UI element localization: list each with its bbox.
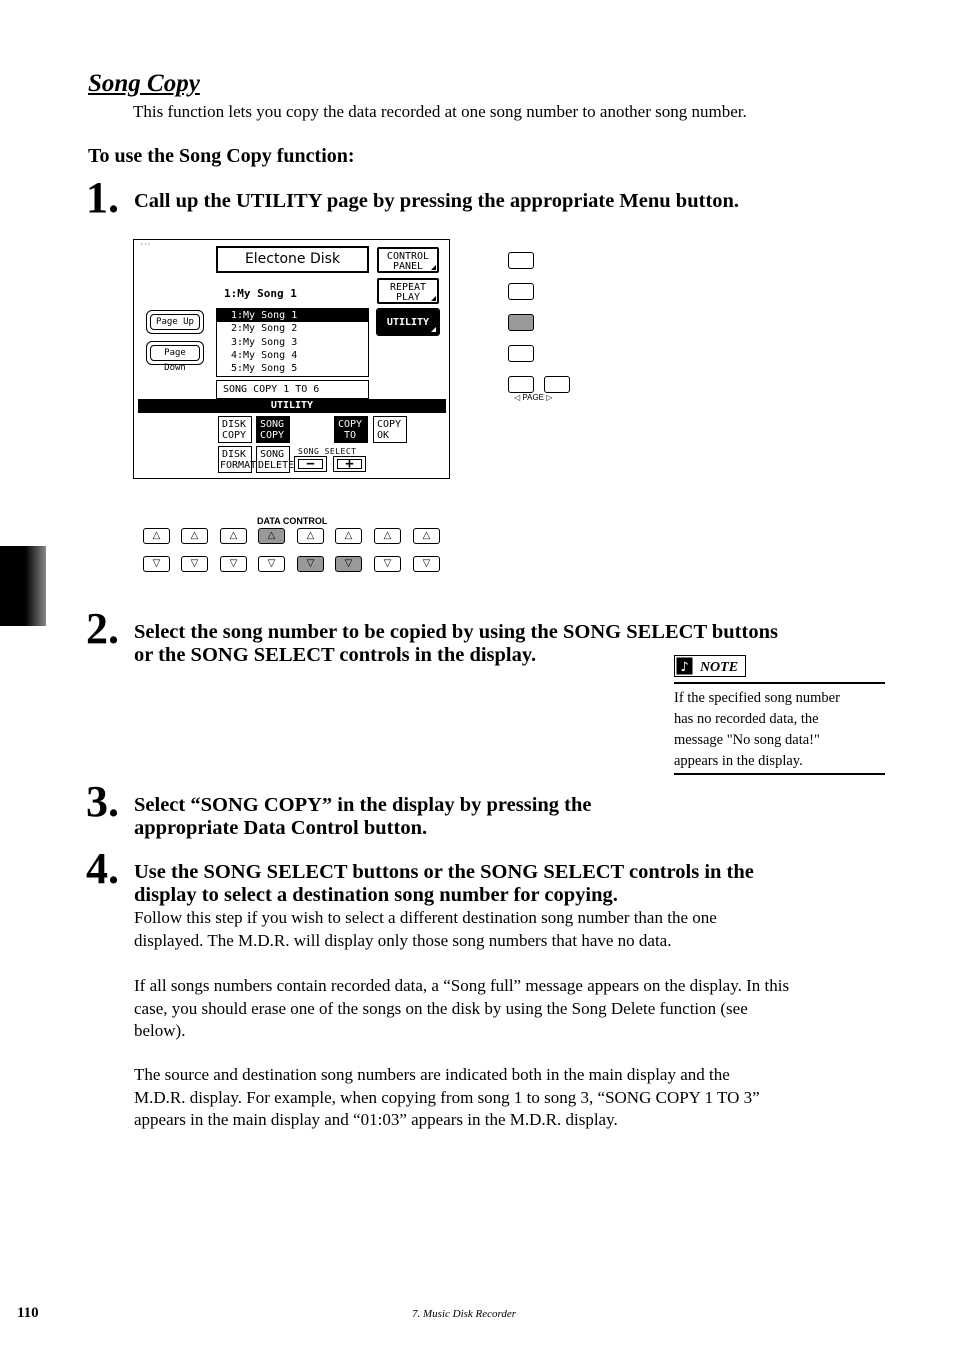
button-label: PLAY — [395, 292, 421, 303]
menu-button[interactable] — [508, 252, 534, 269]
song-list-item[interactable]: 4:My Song 4 — [231, 349, 298, 361]
song-select-plus-button[interactable] — [333, 456, 366, 472]
page-back-button[interactable] — [508, 376, 534, 393]
down-arrow-icon: ▽ — [344, 558, 353, 569]
control-panel-button[interactable] — [377, 247, 439, 273]
utility-button[interactable] — [377, 309, 439, 335]
paragraph-line: displayed. The M.D.R. will display only those song numbers that have no data. — [134, 930, 672, 950]
paragraph-line: M.D.R. display. For example, when copying from song 1 to song 3, “SONG COPY 1 TO 3” — [134, 1087, 760, 1107]
corner-arrow-icon — [431, 265, 436, 270]
note-line: message "No song data!" — [674, 732, 820, 748]
down-arrow-icon: ▽ — [306, 558, 315, 569]
button-label: CONTROL — [386, 251, 430, 262]
data-control-down-button-4[interactable] — [258, 556, 285, 572]
page-forward-button[interactable] — [544, 376, 570, 393]
chapter-footer: 7. Music Disk Recorder — [412, 1308, 517, 1320]
button-label: PANEL — [392, 261, 424, 272]
note-divider — [674, 682, 885, 684]
button-label: FORMAT — [220, 460, 257, 471]
plus-icon: + — [337, 459, 362, 469]
page-number: 110 — [17, 1305, 39, 1321]
paragraph-line: below). — [134, 1021, 186, 1040]
data-control-up-button-2[interactable] — [181, 528, 208, 544]
copy-to-button[interactable] — [334, 416, 368, 443]
song-select-label: SONG SELECT — [298, 447, 357, 456]
button-label: COPY — [222, 430, 247, 441]
step-text-line: or the SONG SELECT controls in the display. — [134, 644, 537, 666]
song-list-item[interactable]: 2:My Song 2 — [231, 323, 298, 335]
down-arrow-icon: ▽ — [190, 558, 199, 569]
button-label: UTILITY — [386, 317, 430, 328]
corner-arrow-icon — [431, 327, 436, 332]
up-arrow-icon: △ — [190, 530, 199, 541]
paragraph — [134, 975, 789, 1043]
down-arrow-icon: ▽ — [152, 558, 161, 569]
song-list[interactable] — [216, 308, 369, 377]
button-label: TO — [344, 430, 357, 441]
down-arrow-icon: ▽ — [229, 558, 238, 569]
note-line: appears in the display. — [674, 753, 803, 769]
button-label: Page Up — [150, 314, 200, 330]
button-label: SONG — [260, 449, 285, 460]
up-arrow-icon: △ — [306, 530, 315, 541]
data-control-up-button-3[interactable] — [220, 528, 247, 544]
current-song-label: 1:My Song 1 — [224, 287, 297, 300]
button-label: REPEAT — [389, 282, 427, 293]
data-control-down-button-5[interactable] — [297, 556, 324, 572]
up-arrow-icon: △ — [267, 530, 276, 541]
paragraph-line: appears in the main display and “01:03” appears in the M.D.R. display. — [134, 1110, 618, 1129]
data-control-up-button-6[interactable] — [335, 528, 362, 544]
step-number: 3. — [86, 777, 119, 826]
step-number: 4. — [86, 844, 119, 893]
down-arrow-icon: ▽ — [267, 558, 276, 569]
page-label: ◁ PAGE ▷ — [514, 393, 553, 402]
note-divider — [674, 773, 885, 775]
paragraph-line: The source and destination song numbers are indicated both in the main display and the — [134, 1065, 730, 1084]
paragraph — [134, 907, 717, 952]
note-line: has no recorded data, the — [674, 711, 819, 727]
data-control-down-button-8[interactable] — [413, 556, 440, 572]
song-list-item[interactable]: 1:My Song 1 — [217, 309, 368, 322]
data-control-down-button-6[interactable] — [335, 556, 362, 572]
step-number: 2. — [86, 604, 119, 653]
song-select-minus-button[interactable] — [294, 456, 327, 472]
copy-info: SONG COPY 1 TO 6 — [216, 380, 369, 399]
repeat-play-button[interactable] — [377, 278, 439, 304]
svg-text:♪: ♪ — [680, 660, 689, 675]
song-list-item[interactable]: 3:My Song 3 — [231, 336, 298, 348]
data-control-down-button-3[interactable] — [220, 556, 247, 572]
button-label: OK — [377, 430, 390, 441]
step-text-line: display to select a destination song number for copying. — [134, 884, 618, 906]
step-text: Call up the UTILITY page by pressing the appropriate Menu button. — [134, 190, 740, 212]
page-up-button[interactable] — [146, 310, 204, 334]
song-delete-button[interactable] — [256, 446, 295, 473]
button-label: COPY — [377, 419, 402, 430]
step-text-line: Select “SONG COPY” in the display by pressing the — [134, 794, 592, 816]
menu-button[interactable] — [508, 345, 534, 362]
data-control-down-button-2[interactable] — [181, 556, 208, 572]
data-control-up-button-8[interactable] — [413, 528, 440, 544]
step-text-line: appropriate Data Control button. — [134, 817, 428, 839]
note-line: If the specified song number — [674, 690, 840, 706]
step-number: 1. — [86, 173, 119, 222]
corner-arrow-icon — [431, 296, 436, 301]
note-text — [674, 688, 879, 772]
song-copy-button[interactable] — [256, 416, 290, 443]
subheading: To use the Song Copy function: — [88, 145, 355, 167]
menu-button-utility[interactable] — [508, 314, 534, 331]
disk-format-button[interactable] — [218, 446, 257, 473]
song-list-item[interactable]: 5:My Song 5 — [231, 363, 298, 375]
page-heading: Song Copy — [88, 70, 200, 97]
disk-title: Electone Disk — [216, 246, 369, 273]
up-arrow-icon: △ — [422, 530, 431, 541]
note-icon — [674, 655, 745, 677]
button-label: COPY — [260, 430, 285, 441]
data-control-down-button-7[interactable] — [374, 556, 401, 572]
up-arrow-icon: △ — [383, 530, 392, 541]
data-control-down-button-1[interactable] — [143, 556, 170, 572]
step-text — [134, 861, 754, 907]
button-label: SONG — [260, 419, 285, 430]
paragraph-line: Follow this step if you wish to select a different destination song number than the one — [134, 908, 717, 927]
button-label: Page Down — [150, 345, 200, 361]
data-control-up-button-4[interactable] — [258, 528, 285, 544]
lcd-display — [133, 239, 450, 479]
button-label: DISK — [222, 419, 247, 430]
minus-icon: − — [298, 459, 323, 469]
data-control-up-button-5[interactable] — [297, 528, 324, 544]
paragraph-line: If all songs numbers contain recorded data, a “Song full” message appears on the display. In this — [134, 976, 790, 995]
button-label: COPY — [338, 419, 363, 430]
step-text — [134, 794, 592, 840]
down-arrow-icon: ▽ — [422, 558, 431, 569]
up-arrow-icon: △ — [344, 530, 353, 541]
step-text-line: Select the song number to be copied by using the SONG SELECT buttons — [134, 621, 778, 643]
up-arrow-icon: △ — [229, 530, 238, 541]
paragraph — [134, 1064, 760, 1132]
paragraph-line: case, you should erase one of the songs on the disk by using the Song Delete function (see — [134, 998, 748, 1018]
page-down-button[interactable] — [146, 341, 204, 373]
chapter-tab — [0, 546, 46, 626]
down-arrow-icon: ▽ — [383, 558, 392, 569]
up-arrow-icon: △ — [152, 530, 161, 541]
copy-ok-button[interactable] — [373, 416, 407, 443]
button-label: DELETE — [258, 460, 295, 471]
menu-button[interactable] — [508, 283, 534, 300]
button-label: DISK — [222, 449, 247, 460]
disk-copy-button[interactable] — [218, 416, 252, 443]
intro-text: This function lets you copy the data recorded at one song number to another song number. — [133, 102, 747, 121]
data-control-label: DATA CONTROL — [257, 516, 328, 526]
step-text-line: Use the SONG SELECT buttons or the SONG SELECT controls in the — [134, 861, 754, 883]
note-label: NOTE — [699, 660, 739, 675]
utility-bar: UTILITY — [138, 399, 446, 413]
data-control-up-button-1[interactable] — [143, 528, 170, 544]
data-control-up-button-7[interactable] — [374, 528, 401, 544]
corner-mark: ··· — [140, 241, 151, 248]
